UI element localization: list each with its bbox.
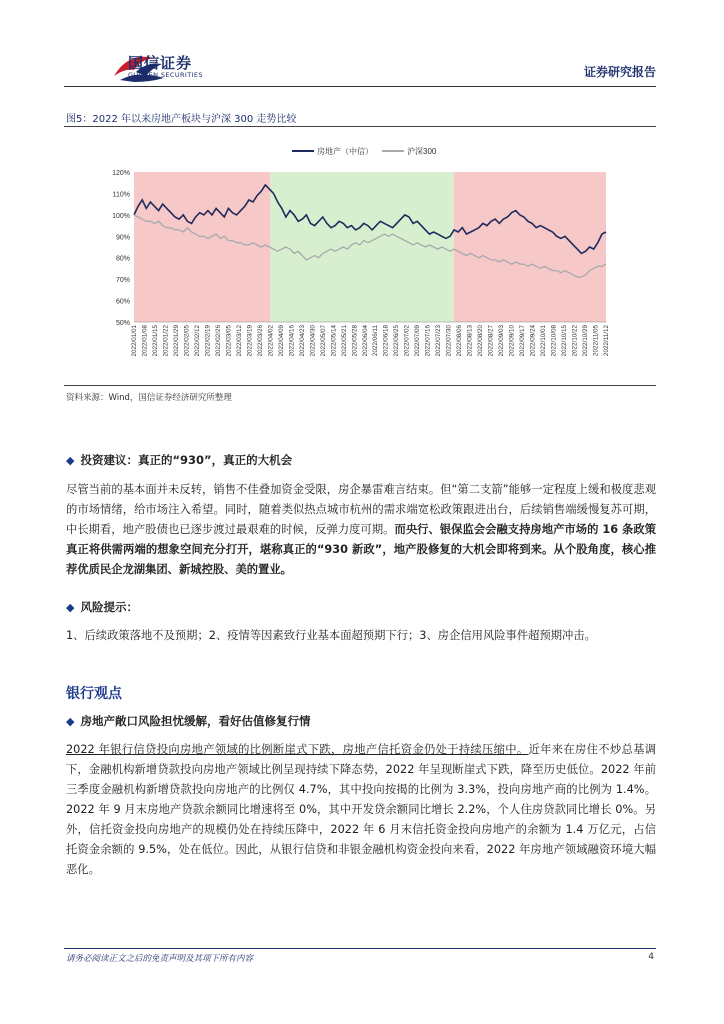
bank-heading: [66, 713, 310, 729]
bank-body: 近年来在房住不炒总基调下，金融机构新增贷款投向房地产领域比例呈现持续下降态势，2022 年呈现断崖式下跌，降至历史低位。2022 年前三季度金融机构新增贷款投向房地产的比例仅 4.7%，其中投向按揭的比例为 3.3%，投向房地产商的比例为 1.4%。2022 年 9 月末房地产贷款余额同比增速将至 0%，其中开发贷余额同比增长 2.2%，个人住房贷款同比增长 0%。另外，信托资金投向房地产的规模仍处在持续压降中，2022 年 6 月末信托资金投向房地产的余额为 1.4 万亿元，占信托资金余额的 9.5%，处在低位。因此，从银行信贷和非银金融机构资金投向来看，2022 年房地产领域融资环境大幅恶化。: [66, 743, 656, 876]
y-tick-label: 70%: [115, 277, 130, 285]
x-tick-label: 2022/10/22: [571, 325, 579, 357]
x-tick-label: 2022/10/08: [550, 325, 558, 357]
x-tick-label: 2022/11/12: [603, 325, 610, 357]
line-chart: [64, 130, 656, 385]
x-tick-label: 2022/07/09: [414, 325, 422, 357]
x-tick-label: 2022/09/17: [519, 325, 527, 357]
shaded-period-2: [454, 172, 606, 322]
x-tick-label: 2022/02/05: [183, 325, 191, 357]
investment-advice-paragraph: [66, 480, 656, 580]
x-tick-label: 2022/05/21: [340, 325, 348, 357]
bank-paragraph: [66, 740, 656, 880]
x-tick-label: 2022/04/09: [277, 325, 285, 357]
x-tick-label: 2022/01/08: [141, 325, 149, 357]
y-tick-label: 110%: [112, 191, 130, 199]
y-tick-label: 50%: [115, 320, 130, 327]
x-tick-label: 2022/01/22: [162, 325, 170, 357]
investment-advice-body: 尽管当前的基本面并未反转，销售不佳叠加资金受限，房企暴雷难言结束。但“第二支箭”能够一定程度上缓和极度悲观的市场情绪，给市场注入希望。同时，随着类似热点城市杭州的需求端宽松政策跟进出台，后续销售端缓慢复苏可期，中长期看，地产股债也已逐步渡过最艰难的时候，反弹力度可期。: [66, 483, 656, 536]
bank-section-title: 银行观点: [66, 686, 122, 702]
x-tick-label: 2022/08/27: [487, 325, 495, 357]
x-tick-label: 2022/03/12: [235, 325, 243, 357]
risk-heading: [66, 599, 138, 615]
x-tick-label: 2022/07/16: [424, 325, 432, 357]
x-tick-label: 2022/01/15: [151, 325, 159, 357]
diamond-bullet-icon: ◆: [66, 454, 75, 467]
legend-label-1: 沪深300: [407, 147, 437, 156]
x-tick-label: 2022/04/02: [267, 325, 275, 357]
legend-label-0: 房地产（中信）: [317, 147, 373, 156]
header-divider: [64, 86, 656, 87]
x-tick-label: 2022/09/10: [508, 325, 516, 357]
y-tick-label: 100%: [112, 212, 130, 220]
y-tick-label: 120%: [112, 170, 130, 177]
x-tick-label: 2022/08/06: [456, 325, 464, 357]
x-tick-label: 2022/09/24: [529, 325, 537, 357]
figure-caption: 图5：2022 年以来房地产板块与沪深 300 走势比较: [66, 114, 297, 125]
x-tick-label: 2022/06/25: [393, 325, 401, 357]
y-tick-label: 60%: [115, 298, 130, 306]
x-tick-label: 2022/04/16: [288, 325, 296, 357]
brand-name-en: GUOSEN SECURITIES: [128, 71, 203, 79]
x-tick-label: 2022/06/04: [361, 325, 369, 357]
x-tick-label: 2022/09/03: [498, 325, 506, 357]
figure-top-rule: [64, 126, 656, 127]
investment-advice-bold: 而央行、银保监会会融支持房地产市场的 16 条政策真正将供需两端的想象空间充分打开，堪称真正的“930 新政”，地产股修复的大机会即将到来。从个股角度，核心推荐优质民企龙湖集团、新城控股、美的置业。: [66, 523, 656, 576]
bank-lead: 2022 年银行信贷投向房地产领域的比例断崖式下跌，房地产信托资金仍处于持续压缩中。: [66, 743, 529, 756]
brand-name-cn: 国信证券: [128, 54, 193, 72]
investment-advice-heading-text: 投资建议：真正的“930”，真正的大机会: [80, 453, 293, 467]
x-tick-label: 2022/03/19: [246, 325, 254, 357]
figure-source: 资料来源：Wind，国信证券经济研究所整理: [66, 393, 232, 403]
figure-bottom-rule: [64, 385, 656, 386]
x-tick-label: 2022/10/01: [540, 325, 548, 357]
x-tick-label: 2022/08/20: [477, 325, 485, 357]
x-tick-label: 2022/08/13: [466, 325, 474, 357]
report-type: 证券研究报告: [583, 65, 656, 79]
x-tick-label: 2022/04/23: [298, 325, 306, 357]
x-tick-label: 2022/05/28: [351, 325, 359, 357]
footer-disclaimer: 请务必阅读正文之后的免责声明及其项下所有内容: [66, 954, 254, 964]
y-tick-label: 80%: [115, 255, 130, 263]
x-tick-label: 2022/03/26: [256, 325, 264, 357]
x-tick-label: 2022/03/05: [225, 325, 233, 357]
x-tick-label: 2022/02/19: [204, 325, 212, 357]
x-tick-label: 2022/01/29: [172, 325, 180, 357]
x-tick-label: 2022/07/30: [445, 325, 453, 357]
bank-heading-text: 房地产敞口风险担忧缓解，看好估值修复行情: [80, 714, 311, 728]
x-tick-label: 2022/07/23: [435, 325, 443, 357]
shaded-period-0: [134, 172, 270, 322]
diamond-bullet-icon: ◆: [66, 601, 75, 614]
x-tick-label: 2022/02/12: [193, 325, 201, 357]
x-tick-label: 2022/10/15: [561, 325, 569, 357]
page-number: 4: [648, 952, 654, 962]
x-tick-label: 2022/06/18: [382, 325, 390, 357]
risk-paragraph: 1、后续政策落地不及预期；2、疫情等因素致行业基本面超预期下行；3、房企信用风险事件超预期冲击。: [66, 629, 596, 642]
x-tick-label: 2022/05/07: [319, 325, 327, 357]
x-tick-label: 2022/04/30: [309, 325, 317, 357]
x-tick-label: 2022/11/05: [592, 325, 600, 357]
investment-advice-heading: [66, 452, 292, 468]
footer-divider: [64, 948, 656, 949]
x-tick-label: 2022/10/29: [582, 325, 590, 357]
x-tick-label: 2022/05/14: [330, 325, 338, 357]
risk-heading-text: 风险提示：: [80, 600, 138, 614]
x-tick-label: 2022/06/11: [372, 325, 380, 357]
x-tick-label: 2022/02/26: [214, 325, 222, 357]
diamond-bullet-icon: ◆: [66, 715, 75, 728]
x-tick-label: 2022/07/02: [403, 325, 411, 357]
x-tick-label: 2022/01/01: [131, 325, 138, 357]
y-tick-label: 90%: [115, 234, 130, 242]
